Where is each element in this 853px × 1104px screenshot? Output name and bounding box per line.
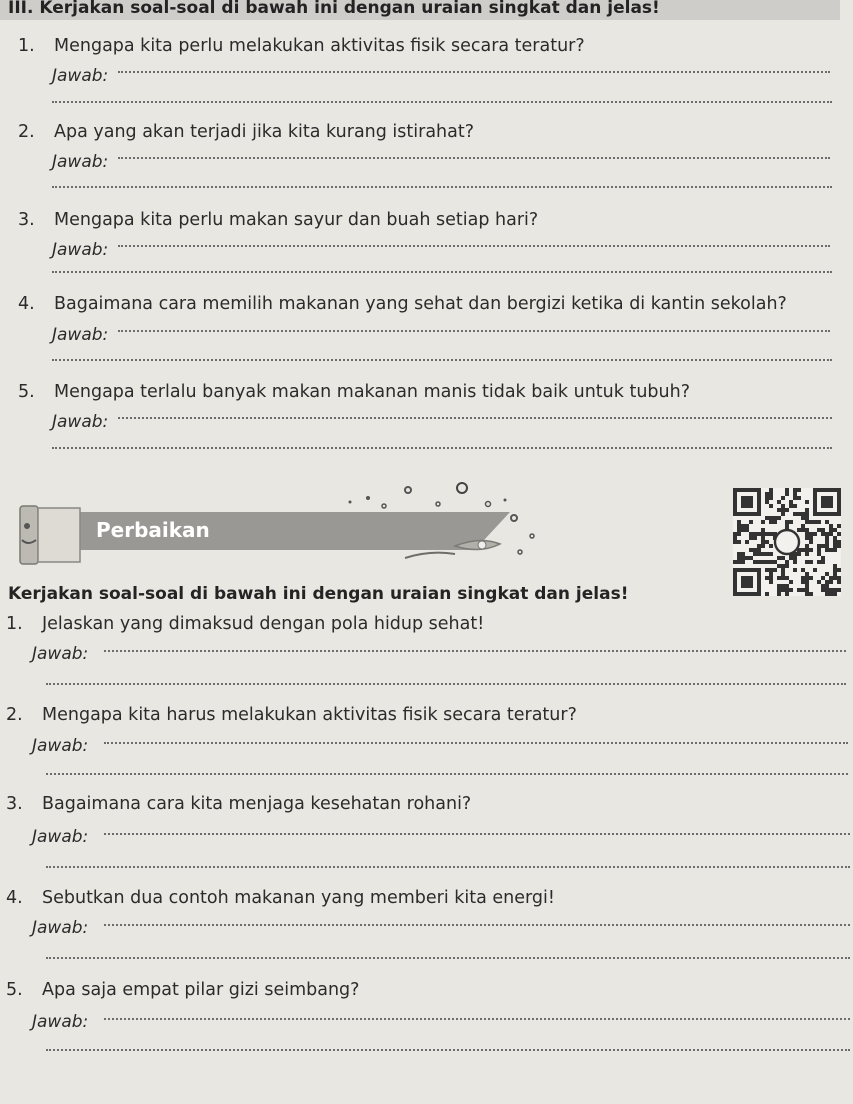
perbaikan-banner — [10, 498, 510, 578]
answer-label: Jawab: — [32, 827, 89, 847]
question-number: 5. — [6, 980, 23, 1000]
question-text: Sebutkan dua contoh makanan yang memberi kita energi! — [42, 888, 555, 908]
banner-title: Perbaikan — [96, 518, 210, 542]
question-5 — [18, 382, 690, 402]
bubbles-icon — [340, 476, 560, 566]
section-2-instruction: Kerjakan soal-soal di bawah ini dengan uraian singkat dan jelas! — [8, 584, 629, 604]
question-number: 1. — [18, 36, 35, 56]
question-number: 2. — [6, 705, 23, 725]
question-number: 3. — [18, 210, 35, 230]
answer-line[interactable] — [104, 1018, 850, 1020]
question-number: 4. — [6, 888, 23, 908]
answer-line[interactable] — [46, 957, 850, 959]
question-4 — [18, 294, 787, 314]
answer-line[interactable] — [118, 157, 830, 159]
question-text: Mengapa terlalu banyak makan makanan manis tidak baik untuk tubuh? — [54, 382, 690, 402]
answer-label: Jawab: — [32, 644, 89, 664]
answer-label: Jawab: — [32, 918, 89, 938]
question-2 — [18, 122, 474, 142]
question-3 — [6, 794, 471, 814]
qr-code-icon[interactable] — [733, 488, 841, 596]
question-text: Apa saja empat pilar gizi seimbang? — [42, 980, 360, 1000]
question-number: 2. — [18, 122, 35, 142]
answer-line[interactable] — [118, 71, 830, 73]
answer-line[interactable] — [118, 330, 830, 332]
answer-line[interactable] — [118, 245, 830, 247]
answer-label: Jawab: — [52, 66, 109, 86]
section-header-band — [0, 0, 840, 20]
answer-line[interactable] — [52, 271, 832, 273]
question-3 — [18, 210, 538, 230]
question-2 — [6, 705, 577, 725]
answer-label: Jawab: — [52, 412, 109, 432]
answer-label: Jawab: — [52, 240, 109, 260]
question-number: 1. — [6, 614, 23, 634]
answer-line[interactable] — [118, 417, 832, 419]
question-number: 5. — [18, 382, 35, 402]
answer-line[interactable] — [46, 1049, 850, 1051]
question-text: Mengapa kita perlu melakukan aktivitas fisik secara teratur? — [54, 36, 585, 56]
question-text: Mengapa kita harus melakukan aktivitas fisik secara teratur? — [42, 705, 577, 725]
answer-line[interactable] — [104, 833, 850, 835]
question-5 — [6, 980, 359, 1000]
answer-line[interactable] — [46, 773, 848, 775]
question-number: 4. — [18, 294, 35, 314]
answer-label: Jawab: — [32, 736, 89, 756]
question-text: Mengapa kita perlu makan sayur dan buah setiap hari? — [54, 210, 539, 230]
question-number: 3. — [6, 794, 23, 814]
answer-line[interactable] — [52, 359, 832, 361]
question-1 — [6, 614, 484, 634]
answer-line[interactable] — [52, 186, 832, 188]
question-text: Apa yang akan terjadi jika kita kurang istirahat? — [54, 122, 475, 142]
answer-label: Jawab: — [52, 152, 109, 172]
answer-label: Jawab: — [32, 1012, 89, 1032]
answer-line[interactable] — [52, 447, 832, 449]
question-text: Bagaimana cara kita menjaga kesehatan rohani? — [42, 794, 472, 814]
question-4 — [6, 888, 555, 908]
answer-line[interactable] — [52, 101, 832, 103]
section-heading: III. Kerjakan soal-soal di bawah ini dengan uraian singkat dan jelas! — [8, 0, 660, 18]
question-text: Bagaimana cara memilih makanan yang sehat dan bergizi ketika di kantin sekolah? — [54, 294, 787, 314]
answer-label: Jawab: — [52, 325, 109, 345]
answer-line[interactable] — [104, 742, 848, 744]
answer-line[interactable] — [46, 683, 846, 685]
answer-line[interactable] — [104, 924, 850, 926]
answer-line[interactable] — [104, 650, 846, 652]
question-1 — [18, 36, 585, 56]
answer-line[interactable] — [46, 866, 850, 868]
question-text: Jelaskan yang dimaksud dengan pola hidup sehat! — [42, 614, 485, 634]
